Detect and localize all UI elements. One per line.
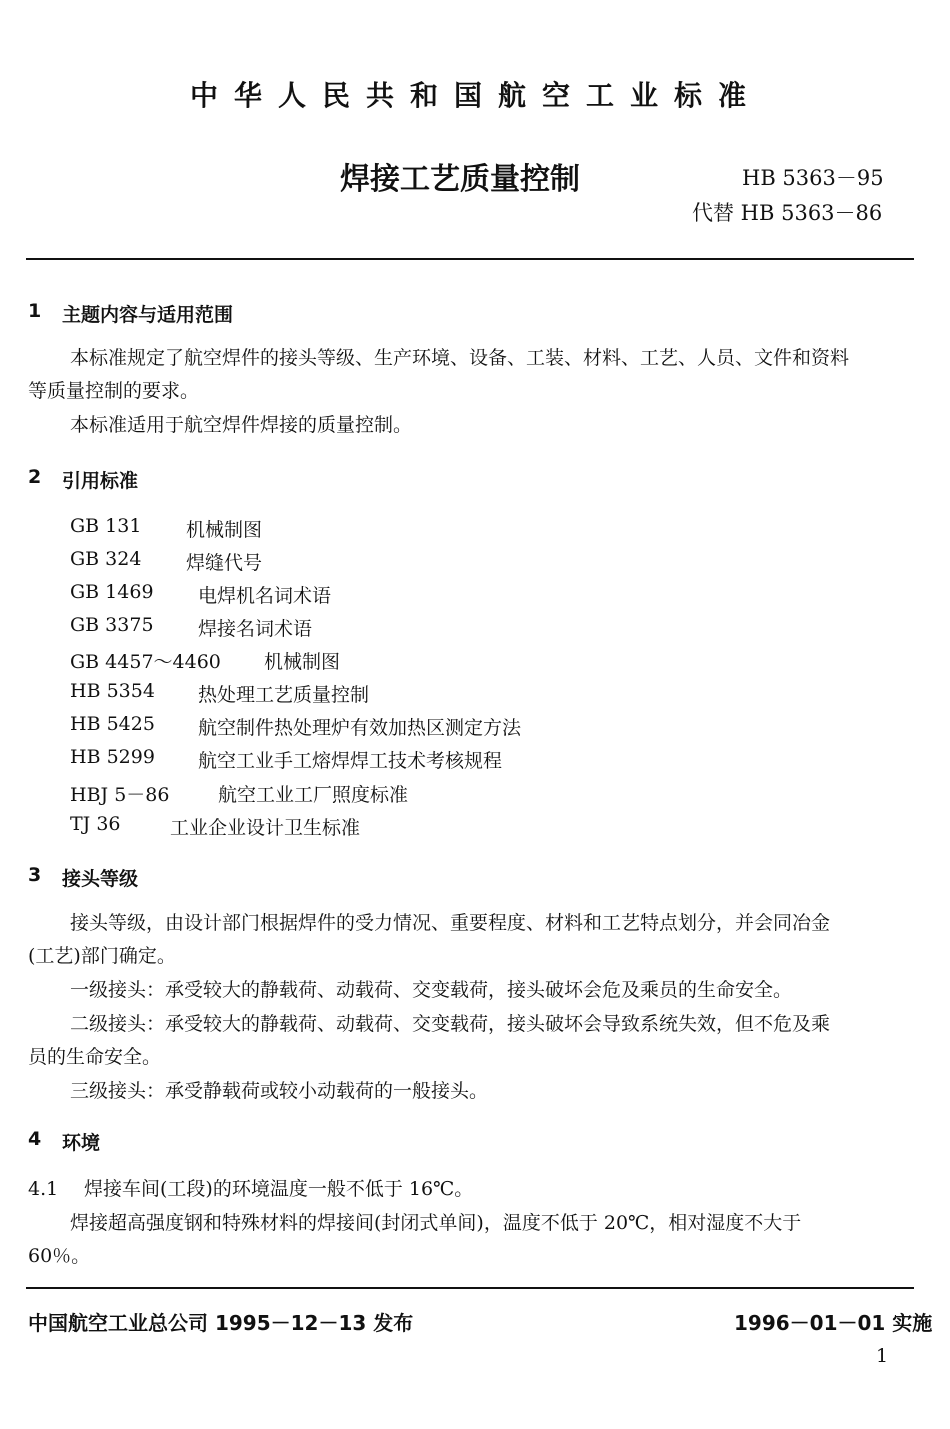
reference-code: GB 131: [70, 515, 142, 537]
reference-name: 航空制件热处理炉有效加热区测定方法: [198, 717, 522, 739]
document-title: 焊接工艺质量控制: [340, 162, 580, 197]
reference-name: 热处理工艺质量控制: [198, 684, 370, 706]
paragraph: 一级接头：承受较大的静载荷、动载荷、交变载荷，接头破坏会危及乘员的生命安全。: [70, 979, 793, 1001]
paragraph: 接头等级，由设计部门根据焊件的受力情况、重要程度、材料和工艺特点划分，并会同冶金: [70, 912, 831, 934]
effective-date: 1996－01－01 实施: [734, 1311, 933, 1335]
reference-code: GB 3375: [70, 614, 154, 636]
replaces-code: 代替 HB 5363－86: [692, 201, 883, 225]
reference-name: 焊缝代号: [186, 552, 263, 574]
reference-name: 电焊机名词术语: [198, 585, 332, 607]
paragraph: 等质量控制的要求。: [28, 380, 200, 402]
section-3-title: 接头等级: [62, 868, 139, 890]
section-1-title: 主题内容与适用范围: [62, 304, 234, 326]
paragraph: 焊接车间(工段)的环境温度一般不低于 16℃。: [84, 1178, 474, 1200]
paragraph: 二级接头：承受较大的静载荷、动载荷、交变载荷，接头破坏会导致系统失效，但不危及乘: [70, 1013, 831, 1035]
reference-name: 焊接名词术语: [198, 618, 313, 640]
reference-code: HBJ 5－86: [70, 784, 170, 806]
reference-name: 航空工业工厂照度标准: [218, 784, 409, 806]
section-2-title: 引用标准: [62, 470, 139, 492]
paragraph: (工艺)部门确定。: [28, 945, 176, 967]
reference-code: HB 5354: [70, 680, 155, 702]
reference-code: GB 4457～4460: [70, 651, 221, 673]
reference-name: 航空工业手工熔焊焊工技术考核规程: [198, 750, 503, 772]
section-4-number: 4: [28, 1128, 42, 1150]
paragraph: 本标准适用于航空焊件焊接的质量控制。: [70, 414, 413, 436]
reference-name: 机械制图: [186, 519, 263, 541]
section-2-number: 2: [28, 466, 42, 488]
section-3-number: 3: [28, 864, 42, 886]
standard-code: HB 5363－95: [742, 166, 884, 190]
clause-number: 4.1: [28, 1178, 59, 1200]
paragraph: 焊接超高强度钢和特殊材料的焊接间(封闭式单间)，温度不低于 20℃，相对湿度不大于: [70, 1212, 802, 1234]
paragraph: 三级接头：承受静载荷或较小动载荷的一般接头。: [70, 1080, 489, 1102]
header-rule: [26, 258, 914, 260]
reference-name: 工业企业设计卫生标准: [170, 817, 361, 839]
reference-code: TJ 36: [70, 813, 121, 835]
standard-heading: 中华人民共和国航空工业标准: [190, 79, 763, 112]
reference-code: GB 324: [70, 548, 142, 570]
paragraph: 60％。: [28, 1245, 91, 1267]
reference-name: 机械制图: [264, 651, 341, 673]
paragraph: 员的生命安全。: [28, 1046, 162, 1068]
issuer: 中国航空工业总公司 1995－12－13 发布: [28, 1311, 414, 1335]
paragraph: 本标准规定了航空焊件的接头等级、生产环境、设备、工装、材料、工艺、人员、文件和资料: [70, 347, 850, 369]
section-4-title: 环境: [62, 1132, 101, 1154]
reference-code: HB 5299: [70, 746, 155, 768]
footer-rule: [26, 1287, 914, 1289]
section-1-number: 1: [28, 300, 42, 322]
reference-code: GB 1469: [70, 581, 154, 603]
reference-code: HB 5425: [70, 713, 155, 735]
page-number: 1: [876, 1345, 889, 1367]
